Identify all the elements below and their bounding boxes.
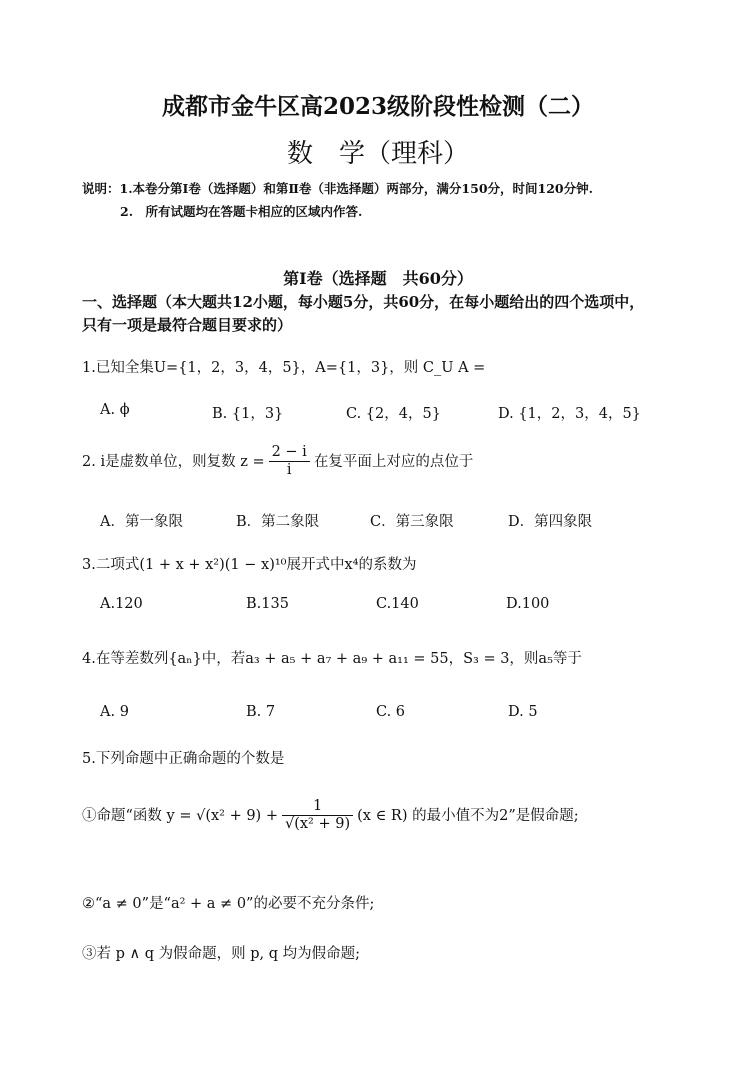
q2-stem-post: 在复平面上对应的点位于 (313, 453, 474, 470)
instruction-note-1: 说明：1.本卷分第Ⅰ卷（选择题）和第Ⅱ卷（非选择题）两部分，满分150分，时间120分钟. (82, 181, 593, 196)
instruction-note-2: 2. 所有试题均在答题卡相应的区域内作答. (120, 204, 363, 219)
q5-statement-1 (82, 798, 579, 834)
part-heading-line-2: 只有一项是最符合题目要求的） (82, 316, 293, 334)
q4-option-a: A. 9 (100, 704, 129, 720)
q5-item1-fraction (282, 798, 353, 834)
q5-item1-numerator: 1 (282, 798, 353, 816)
question-5-stem: 5.下列命题中正确命题的个数是 (82, 751, 285, 767)
q2-option-a: A．第一象限 (100, 514, 183, 530)
q5-statement-3: ③若 p ∧ q 为假命题，则 p, q 均为假命题; (82, 946, 360, 962)
q3-option-c: C.140 (376, 596, 419, 612)
q3-option-d: D.100 (506, 596, 550, 612)
q2-fraction-numerator: 2 − i (269, 444, 310, 462)
q2-stem-pre: 2. i是虚数单位，则复数 z = (82, 453, 265, 470)
q4-option-b: B. 7 (246, 704, 276, 720)
q2-option-c: C．第三象限 (370, 514, 454, 530)
q3-option-b: B.135 (246, 596, 289, 612)
q5-statement-2: ②“a ≠ 0”是“a² + a ≠ 0”的必要不充分条件; (82, 896, 375, 912)
q4-option-d: D. 5 (508, 704, 538, 720)
document-title: 成都市金牛区高2023级阶段性检测（二） (161, 93, 594, 120)
question-3-stem: 3.二项式(1 + x + x²)(1 − x)¹⁰展开式中x⁴的系数为 (82, 557, 417, 573)
q5-item1-pre: ①命题“函数 y = √(x² + 9) + (82, 807, 278, 824)
q4-option-c: C. 6 (376, 704, 406, 720)
q3-option-a: A.120 (100, 596, 143, 612)
q2-fraction-denominator: i (286, 462, 292, 479)
q1-option-c: C. {2，4，5} (346, 406, 441, 422)
q1-option-b: B. {1，3} (212, 406, 284, 422)
q1-option-d: D. {1，2，3，4，5} (498, 406, 641, 422)
part-heading-line-1: 一、选择题（本大题共12小题，每小题5分，共60分，在每小题给出的四个选项中， (82, 293, 645, 311)
q1-option-a: A. ϕ (100, 402, 130, 418)
question-1-stem: 1.已知全集U={1，2，3，4，5}，A={1，3}，则 C_U A = (82, 360, 486, 376)
section-title: 第Ⅰ卷（选择题 共60分） (283, 269, 473, 288)
q2-fraction (269, 444, 310, 480)
question-4-stem: 4.在等差数列{aₙ}中，若a₃ + a₅ + a₇ + a₉ + a₁₁ = 55，S₃ = 3，则a₅等于 (82, 651, 582, 667)
q2-option-b: B．第二象限 (236, 514, 320, 530)
q5-item1-post: (x ∈ R) 的最小值不为2”是假命题; (357, 807, 579, 824)
question-2-stem (82, 444, 473, 480)
q5-item1-denominator: √(x² + 9) (284, 816, 351, 833)
q2-option-d: D．第四象限 (508, 514, 593, 530)
subject-title: 数 学（理科） (286, 139, 469, 169)
